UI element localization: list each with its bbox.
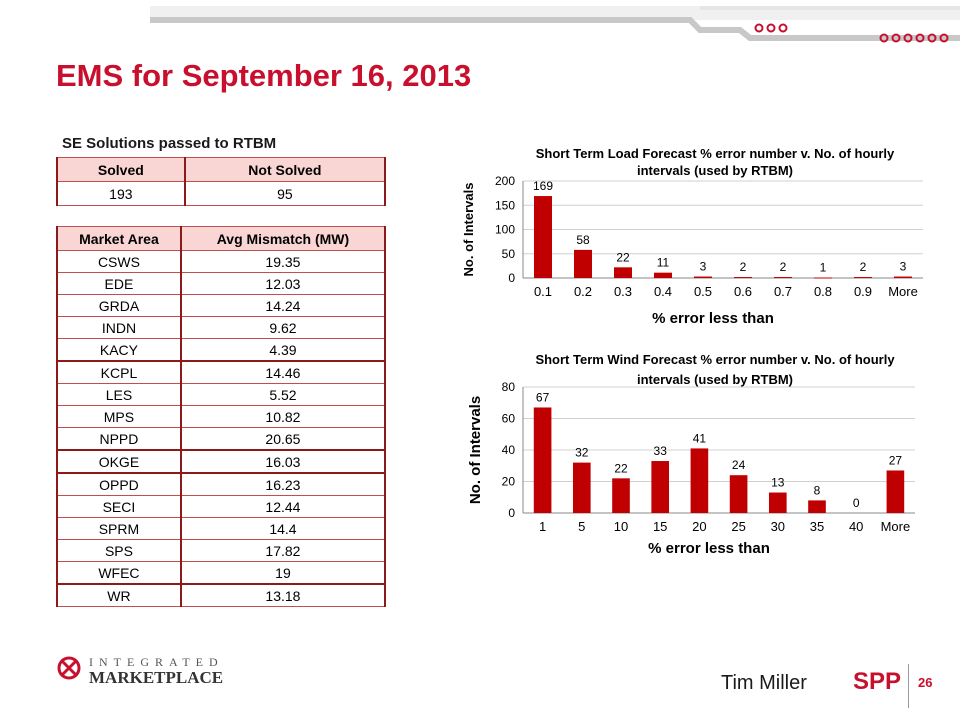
avg-mismatch-cell: 17.82	[181, 540, 385, 562]
market-area-cell: WR	[57, 584, 181, 607]
y-tick-label: 150	[494, 198, 515, 213]
table-row	[57, 518, 385, 540]
mismatch-header-row	[57, 227, 385, 251]
market-area-cell: GRDA	[57, 295, 181, 317]
header-avg-mismatch: Avg Mismatch (MW)	[181, 227, 385, 251]
x-tick-label: More	[888, 284, 918, 299]
avg-mismatch-cell: 14.24	[181, 295, 385, 317]
data-label: 0	[852, 496, 860, 510]
market-area-cell: OPPD	[57, 473, 181, 496]
header-market-area: Market Area	[57, 227, 181, 251]
y-tick-label: 20	[501, 474, 515, 489]
data-label: 27	[888, 453, 903, 468]
mismatch-table-body	[57, 251, 385, 607]
data-label: 2	[739, 260, 747, 275]
table-row	[57, 540, 385, 562]
x-axis-label: % error less than	[648, 540, 770, 557]
table-row	[57, 273, 385, 295]
slide-title: EMS for September 16, 2013	[56, 58, 472, 93]
avg-mismatch-cell: 19	[181, 562, 385, 585]
x-tick-label: 1	[538, 519, 547, 534]
data-label: 1	[819, 260, 827, 275]
page-number: 26	[918, 675, 933, 690]
bar	[573, 463, 591, 513]
y-tick-label: 40	[501, 443, 515, 457]
x-tick-label: 0.4	[653, 284, 673, 299]
market-area-cell: SPRM	[57, 518, 181, 540]
market-area-cell: SECI	[57, 496, 181, 518]
table-row	[57, 406, 385, 428]
bar	[694, 277, 712, 278]
avg-mismatch-cell: 16.03	[181, 450, 385, 473]
data-label: 2	[859, 260, 867, 275]
spp-logo: SPP	[853, 668, 902, 695]
data-label: 33	[653, 444, 667, 459]
market-area-cell: CSWS	[57, 251, 181, 273]
table-row	[57, 295, 385, 317]
bar	[654, 273, 672, 278]
table-subtitle: SE Solutions passed to RTBM	[62, 135, 277, 152]
bar	[734, 277, 752, 278]
y-tick-label: 200	[494, 174, 515, 188]
mismatch-table	[56, 226, 386, 607]
data-label: 8	[813, 483, 821, 498]
integrated-marketplace-logo	[55, 650, 255, 690]
y-axis-label: No. of Intervals	[467, 395, 484, 505]
bar	[612, 478, 630, 513]
data-label: 24	[731, 458, 746, 473]
x-tick-label: 10	[613, 519, 629, 534]
avg-mismatch-cell: 14.46	[181, 361, 385, 384]
data-label: 13	[771, 475, 785, 490]
bar	[574, 250, 592, 278]
table-row	[57, 450, 385, 473]
bar	[814, 278, 832, 279]
table-row	[57, 428, 385, 451]
chart-title: Short Term Wind Forecast % error number v. No. of hourly	[535, 352, 895, 367]
x-tick-label: 15	[652, 519, 668, 534]
market-area-cell: LES	[57, 384, 181, 406]
market-area-cell: NPPD	[57, 428, 181, 451]
bar	[894, 277, 912, 278]
data-label: 169	[532, 179, 554, 194]
header-decoration	[0, 0, 960, 50]
table-row	[57, 562, 385, 585]
bar	[691, 448, 709, 513]
solutions-header-row	[57, 158, 385, 182]
table-row	[57, 361, 385, 384]
bar	[730, 475, 748, 513]
chart-title-line2: intervals (used by RTBM)	[636, 163, 794, 178]
data-label: 32	[575, 445, 589, 460]
solutions-table	[56, 157, 386, 206]
data-label: 67	[535, 390, 550, 405]
header-not-solved: Not Solved	[185, 158, 385, 182]
bar	[769, 493, 787, 513]
load-forecast-chart	[455, 135, 935, 335]
x-tick-label: 35	[809, 519, 825, 534]
table-row	[57, 496, 385, 518]
y-tick-label: 0	[508, 271, 515, 285]
solved-value: 193	[57, 182, 185, 206]
data-label: 22	[614, 461, 628, 476]
y-tick-label: 60	[501, 411, 515, 426]
data-label: 3	[899, 259, 907, 274]
avg-mismatch-cell: 9.62	[181, 317, 385, 339]
x-tick-label: 0.6	[733, 284, 753, 299]
table-row	[57, 339, 385, 362]
avg-mismatch-cell: 20.65	[181, 428, 385, 451]
bar	[854, 277, 872, 278]
market-area-cell: OKGE	[57, 450, 181, 473]
x-tick-label: 0.3	[613, 284, 633, 299]
bar	[534, 196, 552, 278]
x-tick-label: More	[880, 519, 911, 534]
table-row	[57, 384, 385, 406]
y-tick-label: 50	[501, 246, 515, 261]
avg-mismatch-cell: 13.18	[181, 584, 385, 607]
avg-mismatch-cell: 14.4	[181, 518, 385, 540]
data-label: 22	[616, 250, 630, 265]
not-solved-value: 95	[185, 182, 385, 206]
avg-mismatch-cell: 16.23	[181, 473, 385, 496]
data-label: 3	[699, 259, 707, 274]
market-area-cell: MPS	[57, 406, 181, 428]
data-label: 58	[576, 232, 590, 247]
footer-divider	[908, 664, 909, 708]
bar	[887, 470, 905, 513]
avg-mismatch-cell: 4.39	[181, 339, 385, 362]
x-tick-label: 40	[848, 519, 864, 534]
presenter-name: Tim Miller	[721, 672, 807, 694]
avg-mismatch-cell: 19.35	[181, 251, 385, 273]
market-area-cell: EDE	[57, 273, 181, 295]
x-tick-label: 0.7	[773, 284, 793, 299]
table-row	[57, 251, 385, 273]
data-label: 11	[656, 255, 670, 270]
header-solved: Solved	[57, 158, 185, 182]
bar	[614, 267, 632, 278]
x-tick-label: 20	[692, 519, 707, 534]
bar	[774, 277, 792, 278]
avg-mismatch-cell: 10.82	[181, 406, 385, 428]
avg-mismatch-cell: 12.03	[181, 273, 385, 295]
x-tick-label: 30	[770, 519, 786, 534]
x-tick-label: 5	[578, 519, 586, 534]
avg-mismatch-cell: 12.44	[181, 496, 385, 518]
brand-integrated-text: INTEGRATED	[89, 655, 224, 669]
avg-mismatch-cell: 5.52	[181, 384, 385, 406]
x-tick-label: 0.9	[853, 284, 873, 299]
x-tick-label: 0.8	[813, 284, 833, 299]
wind-forecast-chart	[455, 345, 935, 560]
market-area-cell: KACY	[57, 339, 181, 362]
y-axis-label: No. of Intervals	[461, 182, 476, 277]
x-tick-label: 0.5	[693, 284, 713, 299]
market-area-cell: INDN	[57, 317, 181, 339]
bar	[534, 407, 552, 513]
chart-title-line2: intervals (used by RTBM)	[636, 372, 794, 387]
market-area-cell: KCPL	[57, 361, 181, 384]
x-axis-label: % error less than	[652, 310, 774, 327]
y-tick-label: 0	[508, 506, 515, 520]
table-row	[57, 182, 385, 206]
market-area-cell: WFEC	[57, 562, 181, 585]
brand-marketplace-text: MARKETPLACE	[89, 668, 224, 687]
market-area-cell: SPS	[57, 540, 181, 562]
bar	[808, 500, 826, 513]
table-row	[57, 473, 385, 496]
table-row	[57, 584, 385, 607]
table-row	[57, 317, 385, 339]
x-tick-label: 25	[731, 519, 746, 534]
bar	[651, 461, 669, 513]
data-label: 41	[692, 431, 707, 446]
x-tick-label: 0.2	[573, 284, 593, 299]
x-tick-label: 0.1	[533, 284, 553, 299]
y-tick-label: 80	[501, 380, 515, 394]
data-label: 2	[779, 260, 787, 275]
y-tick-label: 100	[494, 222, 515, 237]
chart-title: Short Term Load Forecast % error number v. No. of hourly	[535, 146, 895, 161]
